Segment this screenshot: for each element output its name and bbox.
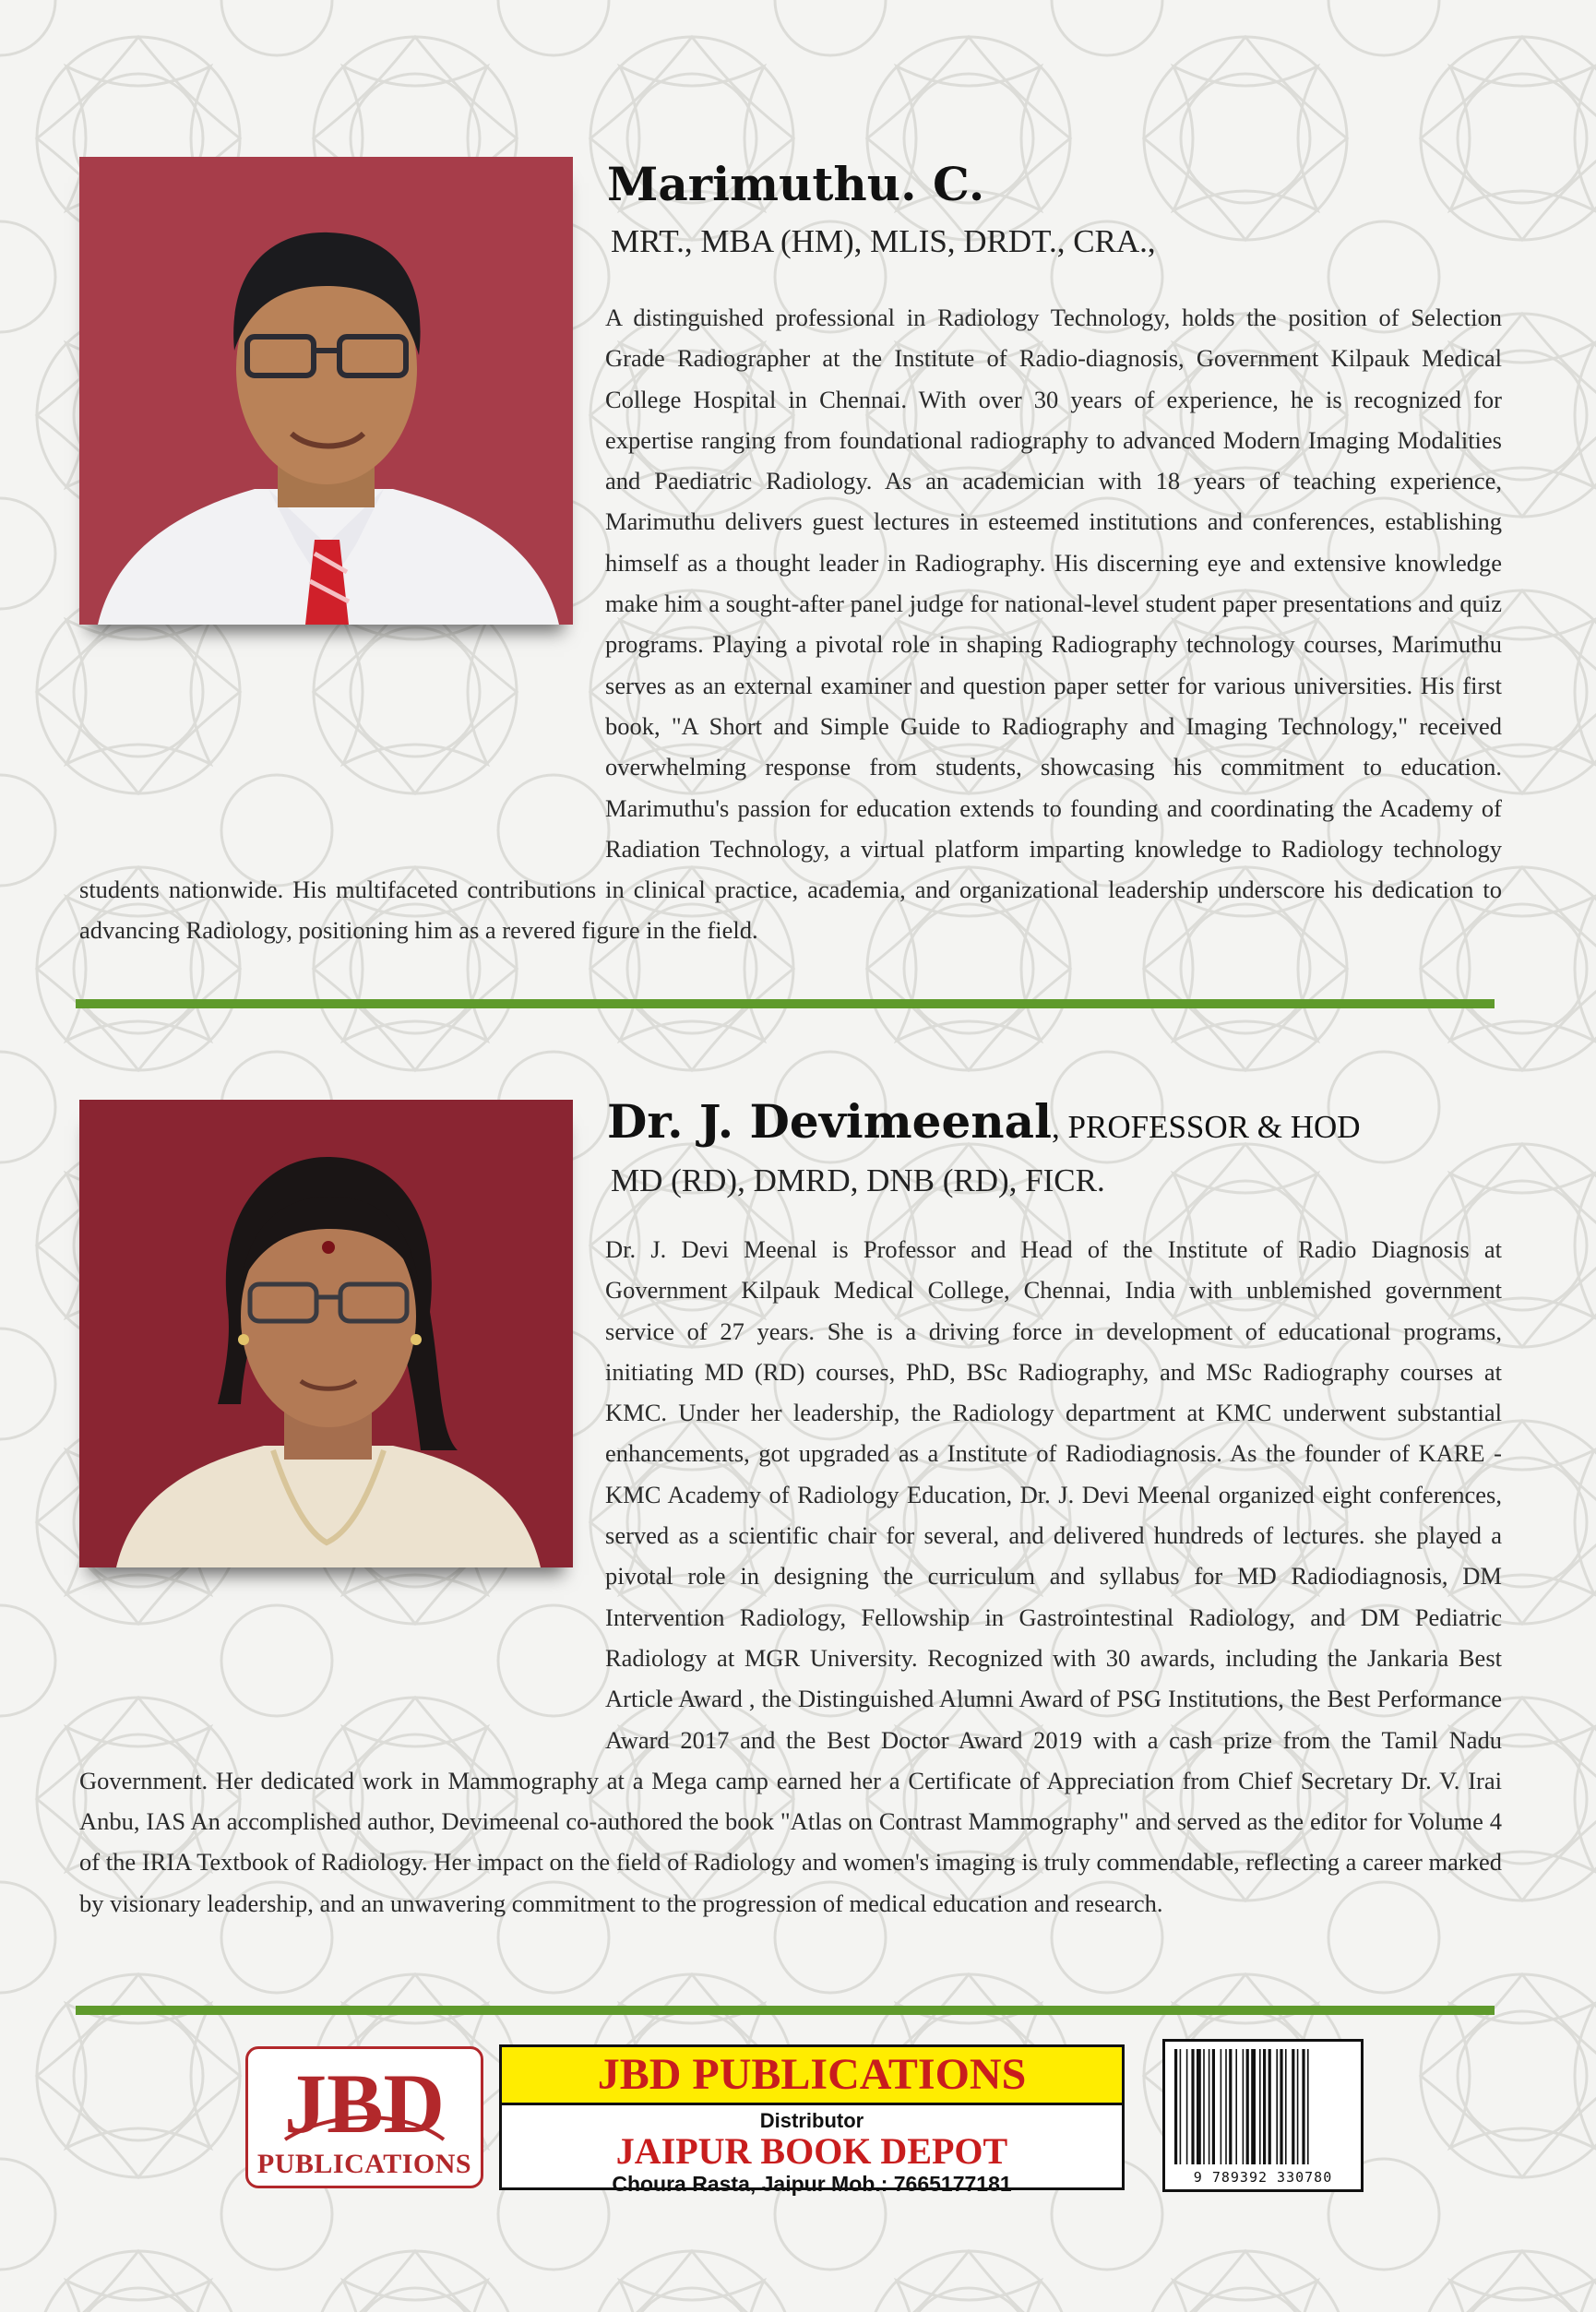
logo-text: PUBLICATIONS [256, 2149, 472, 2179]
barcode-bar [1297, 2049, 1299, 2164]
distributor-name: JAIPUR BOOK DEPOT [615, 2130, 1008, 2172]
barcode-bar [1229, 2049, 1232, 2164]
publisher-logo [245, 2046, 483, 2188]
isbn-number: 9 789392 330780 [1193, 2169, 1333, 2186]
barcode-bar [1268, 2049, 1271, 2164]
barcode-bar [1263, 2049, 1266, 2164]
publisher-box [499, 2044, 1125, 2196]
distributor-label: Distributor [759, 2109, 864, 2132]
barcode-bar [1180, 2049, 1182, 2164]
barcode-bar [1243, 2049, 1245, 2164]
barcode-bar [1225, 2049, 1227, 2164]
barcode-bar [1186, 2049, 1188, 2164]
photo-spacer [79, 297, 605, 832]
barcode-bar [1285, 2049, 1287, 2164]
author-bio-wrapper [79, 1229, 1502, 1924]
publisher-name: JBD PUBLICATIONS [502, 2047, 1122, 2105]
jbd-monogram-icon [248, 2055, 481, 2147]
barcode-bar [1307, 2049, 1309, 2164]
barcode-bar [1302, 2049, 1304, 2164]
barcode-bar [1197, 2049, 1201, 2164]
barcode-bar [1246, 2049, 1249, 2164]
barcode-bar [1276, 2049, 1278, 2164]
barcode-bar [1251, 2049, 1256, 2164]
section-divider [76, 2006, 1495, 2015]
author-title-suffix: , PROFESSOR & HOD [1052, 1109, 1361, 1145]
section-divider [76, 999, 1495, 1008]
distributor-address: Choura Rasta, Jaipur Mob.: 7665177181 [612, 2172, 1012, 2196]
author-bio: A distinguished professional in Radiology Technology, holds the position of Selection Grade Radiographer at the Institute of Radio-diagnosis, Government Kilpauk Medical College Hospital in Chennai. With over 30 years of experience, he is recognized for expertise ranging from foundational radiography to advanced Modern Imaging Modalities and Paediatric Radiology. As an academician with 18 years of teaching experience, Marimuthu delivers guest lectures in esteemed institutions and conferences, establishing himself as a thought leader in Radiography. His discerning eye and extensive knowledge make him a sought-after panel judge for national-level student paper presentations and quiz programs. Playing a pivotal role in shaping Radiography technology courses, Marimuthu serves as an external examiner and question paper setter for various universities. His first book, "A Short and Simple Guide to Radiography and Imaging Technology," received overwhelming response from students, showcasing his commitment to education. Marimuthu's passion for education extends to founding and coordinating the Academy of Radiation Technology, a virtual platform imparting knowledge to Radiology technology students nationwide. His multifaceted contributions in clinical practice, academia, and organizational leadership underscore his dedication to advancing Radiology, positioning him as a revered figure in the field. [79, 304, 1502, 945]
author-name-text: Dr. J. Devimeenal [607, 1094, 1053, 1149]
svg-text:JBD: JBD [284, 2056, 445, 2147]
barcode-bar [1209, 2049, 1210, 2164]
author-bio-wrapper [79, 297, 1502, 951]
barcode-bar [1292, 2049, 1294, 2164]
author-name [607, 157, 984, 211]
author-bio: Dr. J. Devi Meenal is Professor and Head of the Institute of Radio Diagnosis at Government Kilpauk Medical College, Chennai, India with unblemished government service of 27 years. She is a driving force in development of educational programs, initiating MD (RD) courses, PhD, BSc Radiography, and MSc Radiography courses at KMC. Under her leadership, the Radiology department at KMC underwent substantial enhancements, got upgraded as a Institute of Radiodiagnosis. As the founder of KARE - KMC Academy of Radiology Education, Dr. J. Devi Meenal organized eight conferences, served as a scientific chair for several, and delivered hundreds of lectures. she played a pivotal role in designing the curriculum and syllabus for MD Radiodiagnosis, DM Intervention Radiology, Fellowship in Gastrointestinal Radiology, and DM Pediatric Radiology at MGR University. Recognized with 30 awards, including the Jankaria Best Article Award , the Distinguished Alumni Award of PSG Institutions, the Best Performance Award 2017 and the Best Doctor Award 2019 with a cash prize from the Tamil Nadu Government. Her dedicated work in Mammography at a Mega camp earned her a Certificate of Appreciation from Chief Secretary Dr. V. Irai Anbu, IAS An accomplished author, Devimeenal co-authored the book "Atlas on Contrast Mammography" and served as the editor for Volume 4 of the IRIA Textbook of Radiology. Her impact on the field of Radiology and women's imaging is truly commendable, reflecting a career marked by visionary leadership, and an unwavering commitment to the progression of medical education and research. [79, 1235, 1502, 1917]
barcode-bar [1174, 2049, 1177, 2164]
author-qualifications: MD (RD), DMRD, DNB (RD), FICR. [611, 1162, 1105, 1198]
author-qualifications: MRT., MBA (HM), MLIS, DRDT., CRA., [611, 223, 1156, 259]
barcode-bar [1191, 2049, 1194, 2164]
author-name [607, 1094, 1361, 1149]
barcode-bar [1221, 2049, 1222, 2164]
barcode-bar [1212, 2049, 1215, 2164]
author-section-2 [0, 1015, 1596, 1993]
barcode-bar [1203, 2049, 1205, 2164]
barcode [1162, 2039, 1364, 2192]
author-name-text: Marimuthu. C. [607, 157, 985, 211]
barcode-bar [1235, 2049, 1237, 2164]
barcode-bar [1259, 2049, 1261, 2164]
barcode-bar [1280, 2049, 1282, 2164]
photo-spacer [79, 1229, 605, 1755]
barcode-icon [1173, 2049, 1353, 2164]
author-section-1 [0, 0, 1596, 996]
